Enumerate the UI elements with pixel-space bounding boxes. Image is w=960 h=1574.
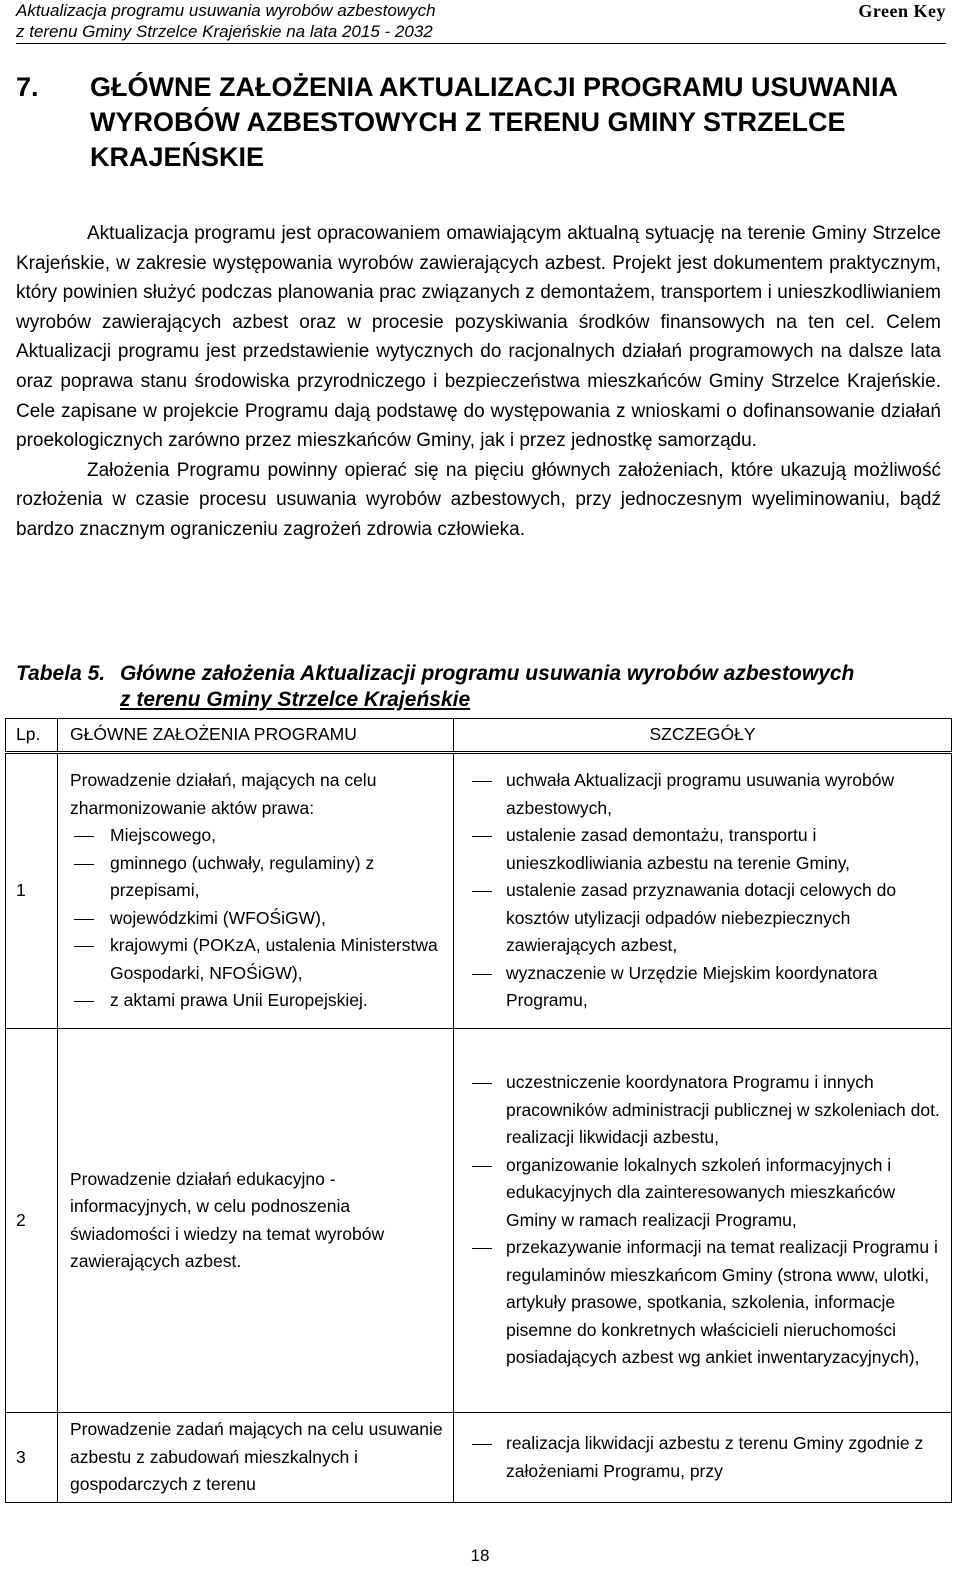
details-cell — [454, 1413, 952, 1503]
paragraph: Aktualizacja programu jest opracowaniem omawiającym aktualną sytuację na terenie Gminy Strzelce Krajeńskie, w zakresie występowania wyrobów zawierających azbest. Projekt jest dokumentem praktycznym, który powinien służyć podczas planowania prac związanych z demontażem, transportem i unieszkodliwianiem wyrobów zawierających azbest oraz w procesie pozyskiwania środków finansowych na ten cel. Celem Aktualizacji programu jest przedstawienie wytycznych do racjonalnych działań programowych na dalsze lata oraz poprawa stanu środowiska przyrodniczego i bezpieczeństwa mieszkańców Gminy Strzelce Krajeńskie. Cele zapisane w projekcie Programu dają podstawę do występowania z wnioskami o dofinansowanie działań proekologicznych zarówno przez mieszkańców Gminy, jak i przez jednostkę samorządu. — [16, 223, 941, 452]
main-assumption — [58, 1029, 454, 1413]
row-number: 1 — [6, 753, 58, 1029]
header-title — [16, 0, 436, 42]
list-item: uczestniczenie koordynatora Programu i innych pracowników administracji publicznej w szkoleniach dot. realizacji likwidacji azbestu, — [472, 1069, 941, 1152]
details-cell — [454, 1029, 952, 1413]
paragraph: Założenia Programu powinny opierać się na pięciu głównych założeniach, które ukazują możliwość rozłożenia w czasie procesu usuwania wyrobów azbestowych, przy jednoczesnym wyeliminowaniu, bądź bardzo znacznym ograniczeniu zagrożeń zdrowia człowieka. — [16, 459, 941, 540]
caption-line1: Główne założenia Aktualizacji programu usuwania wyrobów azbestowych — [120, 662, 855, 685]
assumption-list — [70, 822, 443, 1015]
chapter-number: 7. — [16, 72, 39, 102]
assumptions-table — [5, 718, 952, 1503]
details-list — [472, 1430, 941, 1485]
assumption-intro: Prowadzenie działań edukacyjno - informacyjnych, w celu podnoszenia świadomości i wiedzy na temat wyrobów zawierających azbest. — [70, 1168, 385, 1271]
header-lp: Lp. — [6, 719, 58, 753]
caption-line2: z terenu Gminy Strzelce Krajeńskie — [120, 688, 471, 711]
main-assumption — [58, 1413, 454, 1503]
header-title-line1: Aktualizacja programu usuwania wyrobów azbestowych — [16, 1, 436, 20]
assumption-intro: Prowadzenie zadań mających na celu usuwanie azbestu z zabudowań mieszkalnych i gospodarczych z terenu — [70, 1419, 443, 1495]
list-item: realizacja likwidacji azbestu z terenu Gminy zgodnie z założeniami Programu, przy — [472, 1430, 941, 1485]
brand-logo: Green Key — [858, 1, 946, 21]
table-row — [6, 1029, 952, 1413]
list-item: przekazywanie informacji na temat realizacji Programu i regulaminów mieszkańcom Gminy (strona www, ulotki, artykuły prasowe, spotkania, szkolenia, informacje pisemne do konkretnych właścicieli nieruchomości posiadających azbest wg ankiet inwentaryzacyjnych), — [472, 1234, 941, 1372]
list-item: uchwała Aktualizacji programu usuwania wyrobów azbestowych, — [472, 767, 941, 822]
table-header-row — [6, 719, 952, 753]
page-header — [16, 0, 946, 44]
header-main: GŁÓWNE ZAŁOŻENIA PROGRAMU — [58, 719, 454, 753]
assumption-intro: Prowadzenie działań, mających na celu zharmonizowanie aktów prawa: — [70, 770, 377, 818]
row-number: 2 — [6, 1029, 58, 1413]
list-item: wojewódzkimi (WFOŚiGW), — [70, 905, 443, 933]
table-caption — [16, 661, 941, 713]
list-item: wyznaczenie w Urzędzie Miejskim koordynatora Programu, — [472, 960, 941, 1015]
page-number: 18 — [470, 1546, 490, 1565]
chapter-title: GŁÓWNE ZAŁOŻENIA AKTUALIZACJI PROGRAMU USUWANIA WYROBÓW AZBESTOWYCH Z TERENU GMINY STRZELCE KRAJEŃSKIE — [90, 72, 897, 172]
caption-label: Tabela 5. — [16, 662, 106, 685]
list-item: z aktami prawa Unii Europejskiej. — [70, 987, 443, 1015]
list-item: ustalenie zasad demontażu, transportu i unieszkodliwiania azbestu na terenie Gminy, — [472, 822, 941, 877]
details-cell — [454, 753, 952, 1029]
list-item: krajowymi (POKzA, ustalenia Ministerstwa Gospodarki, NFOŚiGW), — [70, 932, 443, 987]
list-item: ustalenie zasad przyznawania dotacji celowych do kosztów utylizacji odpadów niebezpiecznych zawierających azbest, — [472, 877, 941, 960]
header-title-line2: z terenu Gminy Strzelce Krajeńskie na lata 2015 - 2032 — [16, 22, 433, 41]
list-item: gminnego (uchwały, regulaminy) z przepisami, — [70, 850, 443, 905]
details-list — [472, 1069, 941, 1372]
table-row — [6, 753, 952, 1029]
table-row — [6, 1413, 952, 1503]
details-list — [472, 767, 941, 1015]
header-details: SZCZEGÓŁY — [454, 719, 952, 753]
main-assumption — [58, 753, 454, 1029]
list-item: Miejscowego, — [70, 822, 443, 850]
list-item: organizowanie lokalnych szkoleń informacyjnych i edukacyjnych dla zainteresowanych mieszkańców Gminy w ramach realizacji Programu, — [472, 1152, 941, 1235]
body-text — [16, 219, 941, 545]
row-number: 3 — [6, 1413, 58, 1503]
